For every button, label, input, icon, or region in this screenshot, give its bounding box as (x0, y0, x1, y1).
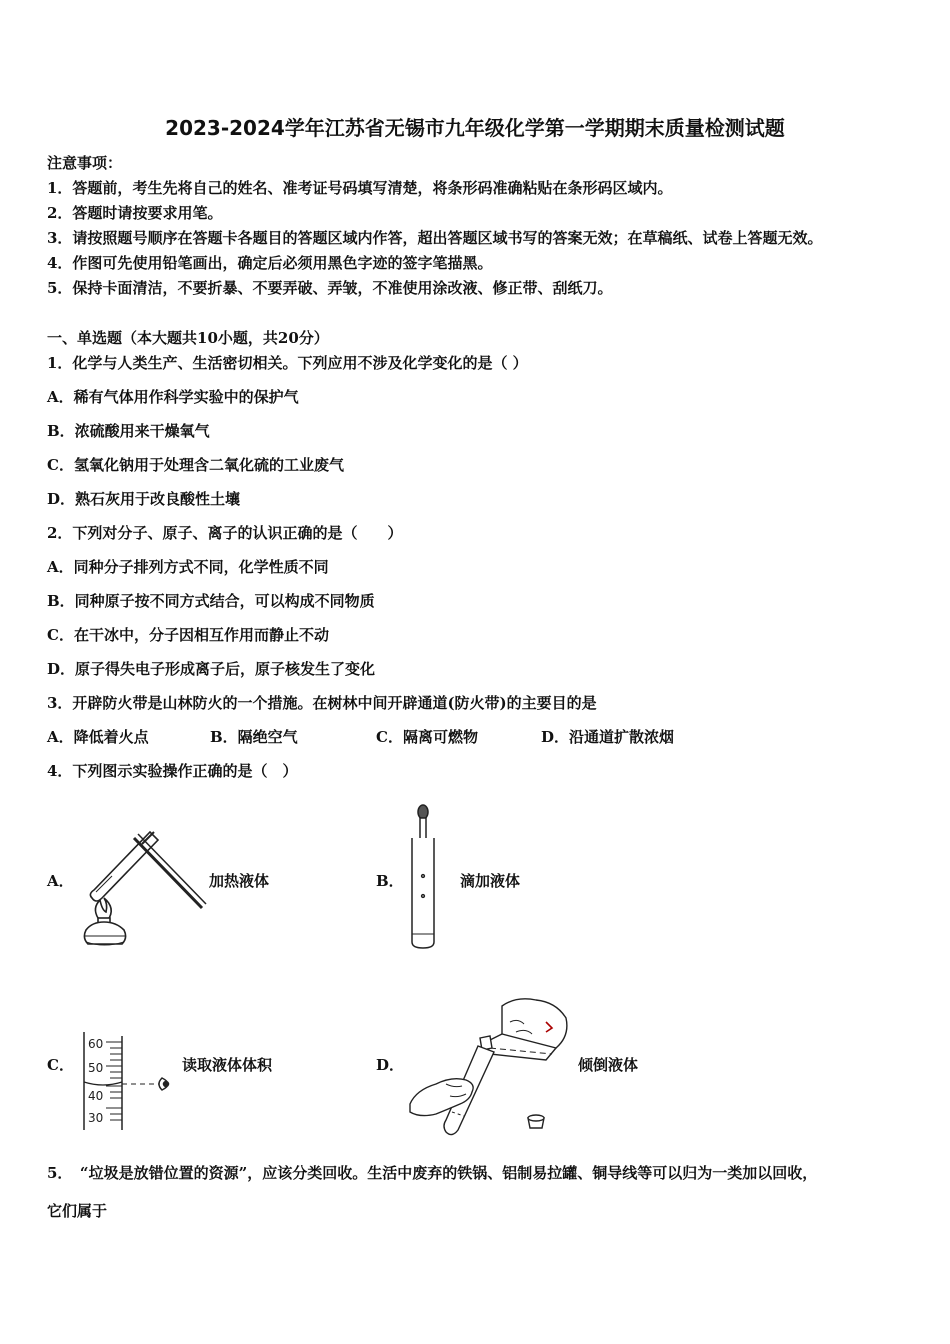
notice-item: 3．请按照题号顺序在答题卡各题目的答题区域内作答，超出答题区域书写的答案无效；在草稿纸、试卷上答题无效。 (47, 229, 823, 247)
cylinder-tick-label: 40 (88, 1089, 104, 1103)
q2-option-d: D．原子得失电子形成离子后，原子核发生了变化 (47, 660, 376, 678)
graduated-cylinder-icon (80, 1030, 180, 1132)
cylinder-tick-label: 60 (88, 1037, 104, 1051)
pouring-liquid-icon (406, 992, 576, 1142)
question-5-stem-continuation: 它们属于 (47, 1202, 108, 1220)
q1-option-c: C．氢氧化钠用于处理含二氧化硫的工业废气 (47, 456, 344, 474)
q3-option-b: B．隔绝空气 (210, 728, 298, 746)
q1-option-b: B．浓硫酸用来干燥氧气 (47, 422, 210, 440)
q2-option-b: B．同种原子按不同方式结合，可以构成不同物质 (47, 592, 375, 610)
q1-option-a: A．稀有气体用作科学实验中的保护气 (47, 388, 299, 406)
question-4-stem: 4．下列图示实验操作正确的是（ ） (47, 762, 298, 780)
page-title: 2023-2024学年江苏省无锡市九年级化学第一学期期末质量检测试题 (165, 116, 785, 140)
q4-figure-a-caption: 加热液体 (209, 872, 270, 890)
q3-option-d: D．沿通道扩散浓烟 (541, 728, 675, 746)
notice-item: 5．保持卡面清洁，不要折暴、不要弄破、弄皱，不准使用涂改液、修正带、刮纸刀。 (47, 279, 613, 297)
cylinder-tick-label: 50 (88, 1061, 104, 1075)
question-3-stem: 3．开辟防火带是山林防火的一个措施。在树林中间开辟通道(防火带)的主要目的是 (47, 694, 597, 712)
question-2-stem: 2．下列对分子、原子、离子的认识正确的是（ ） (47, 524, 403, 542)
notice-item: 1．答题前，考生先将自己的姓名、准考证号码填写清楚，将条形码准确粘贴在条形码区域内。 (47, 179, 673, 197)
dropper-icon (406, 804, 440, 950)
q4-figure-c-label: C． (47, 1056, 74, 1074)
heating-liquid-icon (72, 818, 207, 948)
q4-figure-b-caption: 滴加液体 (460, 872, 521, 890)
q1-option-d: D．熟石灰用于改良酸性土壤 (47, 490, 241, 508)
q4-figure-d-label: D． (376, 1056, 405, 1074)
q4-figure-d-caption: 倾倒液体 (578, 1056, 639, 1074)
question-5-stem: 5． “垃圾是放错位置的资源”，应该分类回收。生活中废弃的铁锅、铝制易拉罐、铜导线等可以归为一类加以回收， (47, 1164, 818, 1182)
q4-figure-c-caption: 读取液体体积 (182, 1056, 273, 1074)
q4-figure-a-label: A． (47, 872, 74, 890)
q3-option-a: A．降低着火点 (47, 728, 149, 746)
notice-heading: 注意事项： (47, 154, 123, 172)
section-heading: 一、单选题（本大题共10小题，共20分） (47, 329, 329, 347)
q3-options-row (47, 726, 907, 748)
notice-item: 2．答题时请按要求用笔。 (47, 204, 223, 222)
cylinder-tick-label: 30 (88, 1111, 104, 1125)
q2-option-c: C．在干冰中，分子因相互作用而静止不动 (47, 626, 329, 644)
q3-option-c: C．隔离可燃物 (376, 728, 478, 746)
question-1-stem: 1．化学与人类生产、生活密切相关。下列应用不涉及化学变化的是（ ） (47, 354, 528, 372)
q4-figure-b-label: B． (376, 872, 404, 890)
q2-option-a: A．同种分子排列方式不同，化学性质不同 (47, 558, 329, 576)
notice-item: 4．作图可先使用铅笔画出，确定后必须用黑色字迹的签字笔描黑。 (47, 254, 493, 272)
